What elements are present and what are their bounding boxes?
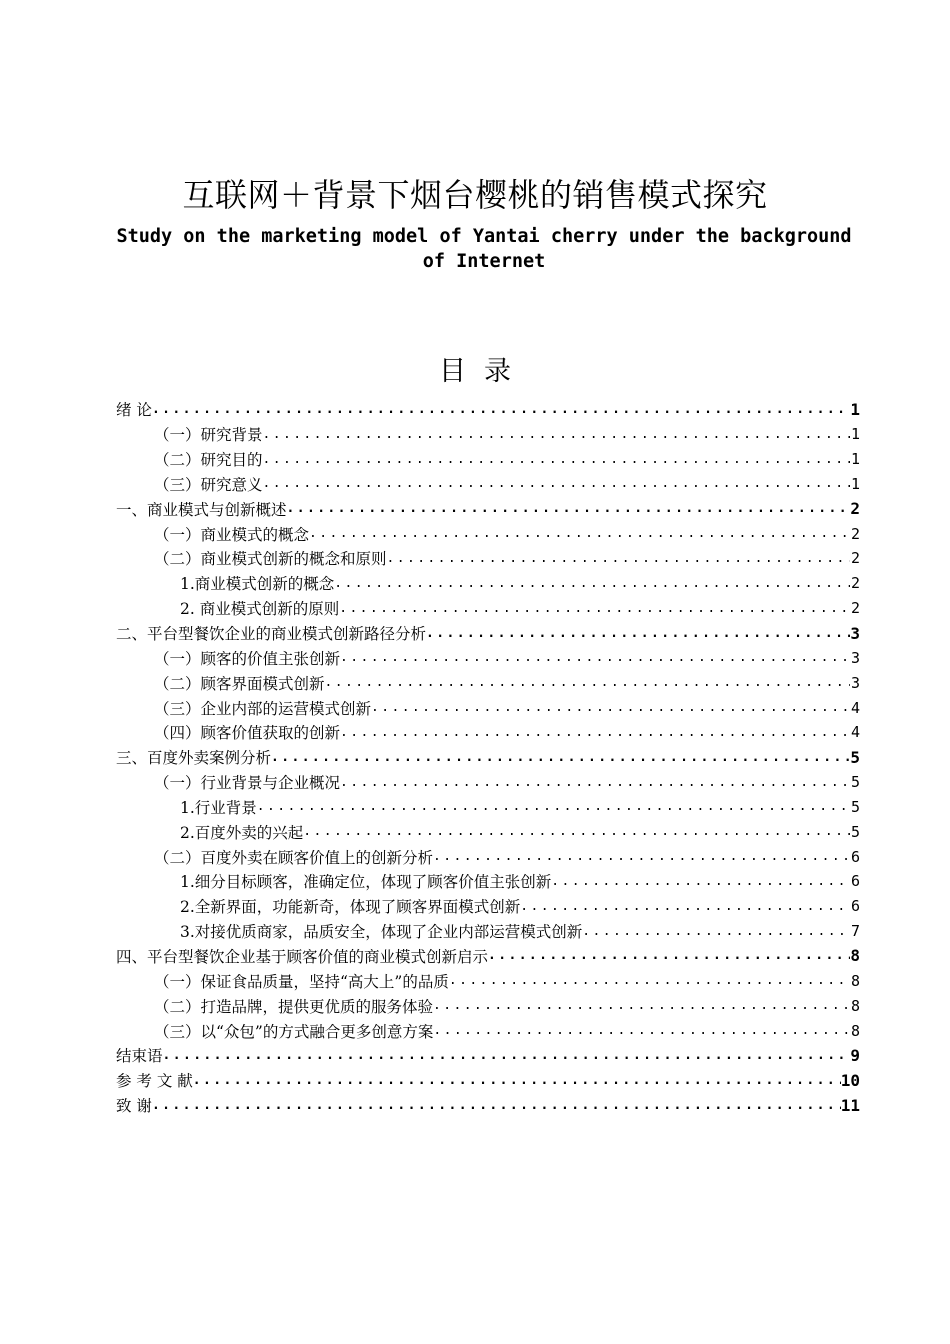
toc-entry-page: 2 — [850, 524, 860, 543]
toc-entry-title: （三）研究意义 — [154, 475, 263, 494]
toc-entry[interactable] — [116, 844, 860, 869]
toc-leader-dots — [339, 601, 850, 616]
toc-leader-dots — [520, 899, 850, 914]
toc-entry[interactable] — [116, 745, 860, 770]
toc-entry[interactable] — [116, 645, 860, 670]
toc-entry[interactable] — [116, 447, 860, 472]
toc-entry[interactable] — [116, 670, 860, 695]
toc-entry-title: 3.对接优质商家，品质安全，体现了企业内部运营模式创新 — [180, 923, 583, 942]
toc-entry-page: 1 — [850, 425, 860, 444]
toc-entry[interactable] — [116, 571, 860, 596]
toc-entry[interactable] — [116, 993, 860, 1018]
toc-entry-page: 2 — [850, 549, 860, 568]
toc-entry[interactable] — [116, 496, 860, 521]
toc-entry-title: （一）顾客的价值主张创新 — [154, 649, 341, 668]
toc-entry-page: 2 — [850, 599, 860, 618]
toc-entry[interactable] — [116, 1018, 860, 1043]
toc-entry-page: 3 — [850, 648, 860, 667]
toc-entry-title: 1.商业模式创新的概念 — [180, 575, 335, 594]
toc-entry-page: 5 — [850, 797, 860, 816]
toc-leader-dots — [325, 675, 850, 690]
toc-leader-dots — [433, 1023, 850, 1038]
toc-leader-dots — [257, 799, 850, 814]
toc-entry-title: （一）行业背景与企业概况 — [154, 774, 341, 793]
toc-leader-dots — [193, 1073, 841, 1088]
toc-entry[interactable] — [116, 695, 860, 720]
toc-entry-page: 5 — [850, 747, 860, 767]
toc-leader-dots — [551, 874, 850, 889]
toc-entry-title: 一、商业模式与创新概述 — [116, 500, 287, 519]
toc-entry-title: 1.行业背景 — [180, 798, 257, 817]
toc-entry[interactable] — [116, 546, 860, 571]
document-title-english: Study on the marketing model of Yantai cherry under the background of Internet — [116, 226, 852, 272]
toc-entry-page: 2 — [850, 574, 860, 593]
toc-entry-title: （一）研究背景 — [154, 426, 263, 445]
toc-leader-dots — [152, 1098, 841, 1113]
toc-leader-dots — [309, 526, 850, 541]
toc-entry-title: （三）企业内部的运营模式创新 — [154, 699, 372, 718]
toc-entry-title: 绪 论 — [116, 401, 152, 420]
toc-entry[interactable] — [116, 795, 860, 820]
toc-entry-title: （一）商业模式的概念 — [154, 525, 310, 544]
toc-heading: 目录 — [439, 356, 529, 387]
toc-entry-page: 1 — [850, 450, 860, 469]
toc-entry-title: 三、百度外卖案例分析 — [116, 749, 272, 768]
toc-leader-dots — [334, 576, 850, 591]
toc-entry-page: 1 — [850, 399, 860, 419]
toc-leader-dots — [340, 725, 850, 740]
toc-entry-title: 四、平台型餐饮企业基于顾客价值的商业模式创新启示 — [116, 947, 489, 966]
toc-entry-page: 8 — [850, 996, 860, 1015]
toc-entry-page: 3 — [850, 623, 860, 643]
toc-entry[interactable] — [116, 1068, 860, 1093]
toc-entry-page: 6 — [850, 872, 860, 891]
document-title-chinese: 互联网＋背景下烟台樱桃的销售模式探究 — [182, 176, 768, 214]
toc-entry-page: 4 — [850, 723, 860, 742]
toc-entry-page: 7 — [850, 922, 860, 941]
toc-entry-title: （二）商业模式创新的概念和原则 — [154, 550, 387, 569]
toc-leader-dots — [287, 501, 850, 516]
toc-leader-dots — [303, 824, 850, 839]
toc-leader-dots — [271, 750, 850, 765]
toc-entry[interactable] — [116, 596, 860, 621]
toc-entry-title: 结束语 — [116, 1047, 163, 1066]
toc-entry-title: 参 考 文 献 — [116, 1072, 193, 1091]
toc-leader-dots — [371, 700, 850, 715]
toc-entry-page: 9 — [850, 1045, 860, 1065]
toc-entry-page: 8 — [850, 946, 860, 966]
toc-leader-dots — [163, 1048, 850, 1063]
toc-entry[interactable] — [116, 397, 860, 422]
toc-entry[interactable] — [116, 968, 860, 993]
toc-entry[interactable] — [116, 819, 860, 844]
toc-entry-page: 1 — [850, 474, 860, 493]
toc-entry-title: （三）以“众包”的方式融合更多创意方案 — [154, 1022, 434, 1041]
toc-entry[interactable] — [116, 894, 860, 919]
toc-entry[interactable] — [116, 944, 860, 969]
toc-entry[interactable] — [116, 770, 860, 795]
toc-entry[interactable] — [116, 621, 860, 646]
toc-leader-dots — [263, 427, 850, 442]
toc-leader-dots — [263, 452, 850, 467]
toc-leader-dots — [263, 476, 850, 491]
toc-entry-page: 6 — [850, 897, 860, 916]
toc-entry-page: 8 — [850, 1021, 860, 1040]
toc-entry[interactable] — [116, 1043, 860, 1068]
toc-entry-page: 4 — [850, 698, 860, 717]
toc-entry-page: 5 — [850, 822, 860, 841]
toc-entry-page: 8 — [850, 971, 860, 990]
toc-entry-title: （二）研究目的 — [154, 451, 263, 470]
toc-leader-dots — [433, 998, 850, 1013]
toc-entry-page: 5 — [850, 773, 860, 792]
table-of-contents — [116, 397, 860, 1117]
toc-entry-title: 1.细分目标顾客，准确定位，体现了顾客价值主张创新 — [180, 873, 552, 892]
toc-entry-title: （一）保证食品质量，坚持“高大上”的品质 — [154, 972, 449, 991]
toc-leader-dots — [387, 551, 850, 566]
toc-leader-dots — [488, 948, 850, 963]
toc-entry[interactable] — [116, 521, 860, 546]
toc-entry[interactable] — [116, 422, 860, 447]
toc-entry-title: 致 谢 — [116, 1097, 152, 1116]
toc-entry-title: （二）顾客界面模式创新 — [154, 674, 325, 693]
toc-entry-title: 2.全新界面，功能新奇，体现了顾客界面模式创新 — [180, 898, 521, 917]
toc-entry-title: （二）打造品牌，提供更优质的服务体验 — [154, 997, 434, 1016]
toc-entry-page: 11 — [840, 1095, 860, 1115]
toc-entry-page: 2 — [850, 499, 860, 519]
toc-entry[interactable] — [116, 869, 860, 894]
toc-leader-dots — [582, 924, 850, 939]
toc-entry-title: （二）百度外卖在顾客价值上的创新分析 — [154, 848, 434, 867]
toc-entry[interactable] — [116, 919, 860, 944]
toc-leader-dots — [340, 650, 850, 665]
toc-entry-title: 2. 商业模式创新的原则 — [180, 600, 340, 619]
toc-leader-dots — [449, 973, 850, 988]
toc-entry[interactable] — [116, 720, 860, 745]
toc-entry-page: 10 — [840, 1070, 860, 1090]
toc-leader-dots — [152, 402, 850, 417]
toc-leader-dots — [340, 775, 850, 790]
toc-entry[interactable] — [116, 472, 860, 497]
toc-entry[interactable] — [116, 1093, 860, 1118]
toc-entry-title: 二、平台型餐饮企业的商业模式创新路径分析 — [116, 625, 427, 644]
toc-entry-title: （四）顾客价值获取的创新 — [154, 724, 341, 743]
toc-leader-dots — [433, 849, 850, 864]
toc-entry-title: 2.百度外卖的兴起 — [180, 823, 304, 842]
toc-entry-page: 3 — [850, 673, 860, 692]
toc-entry-page: 6 — [850, 847, 860, 866]
toc-leader-dots — [426, 626, 850, 641]
